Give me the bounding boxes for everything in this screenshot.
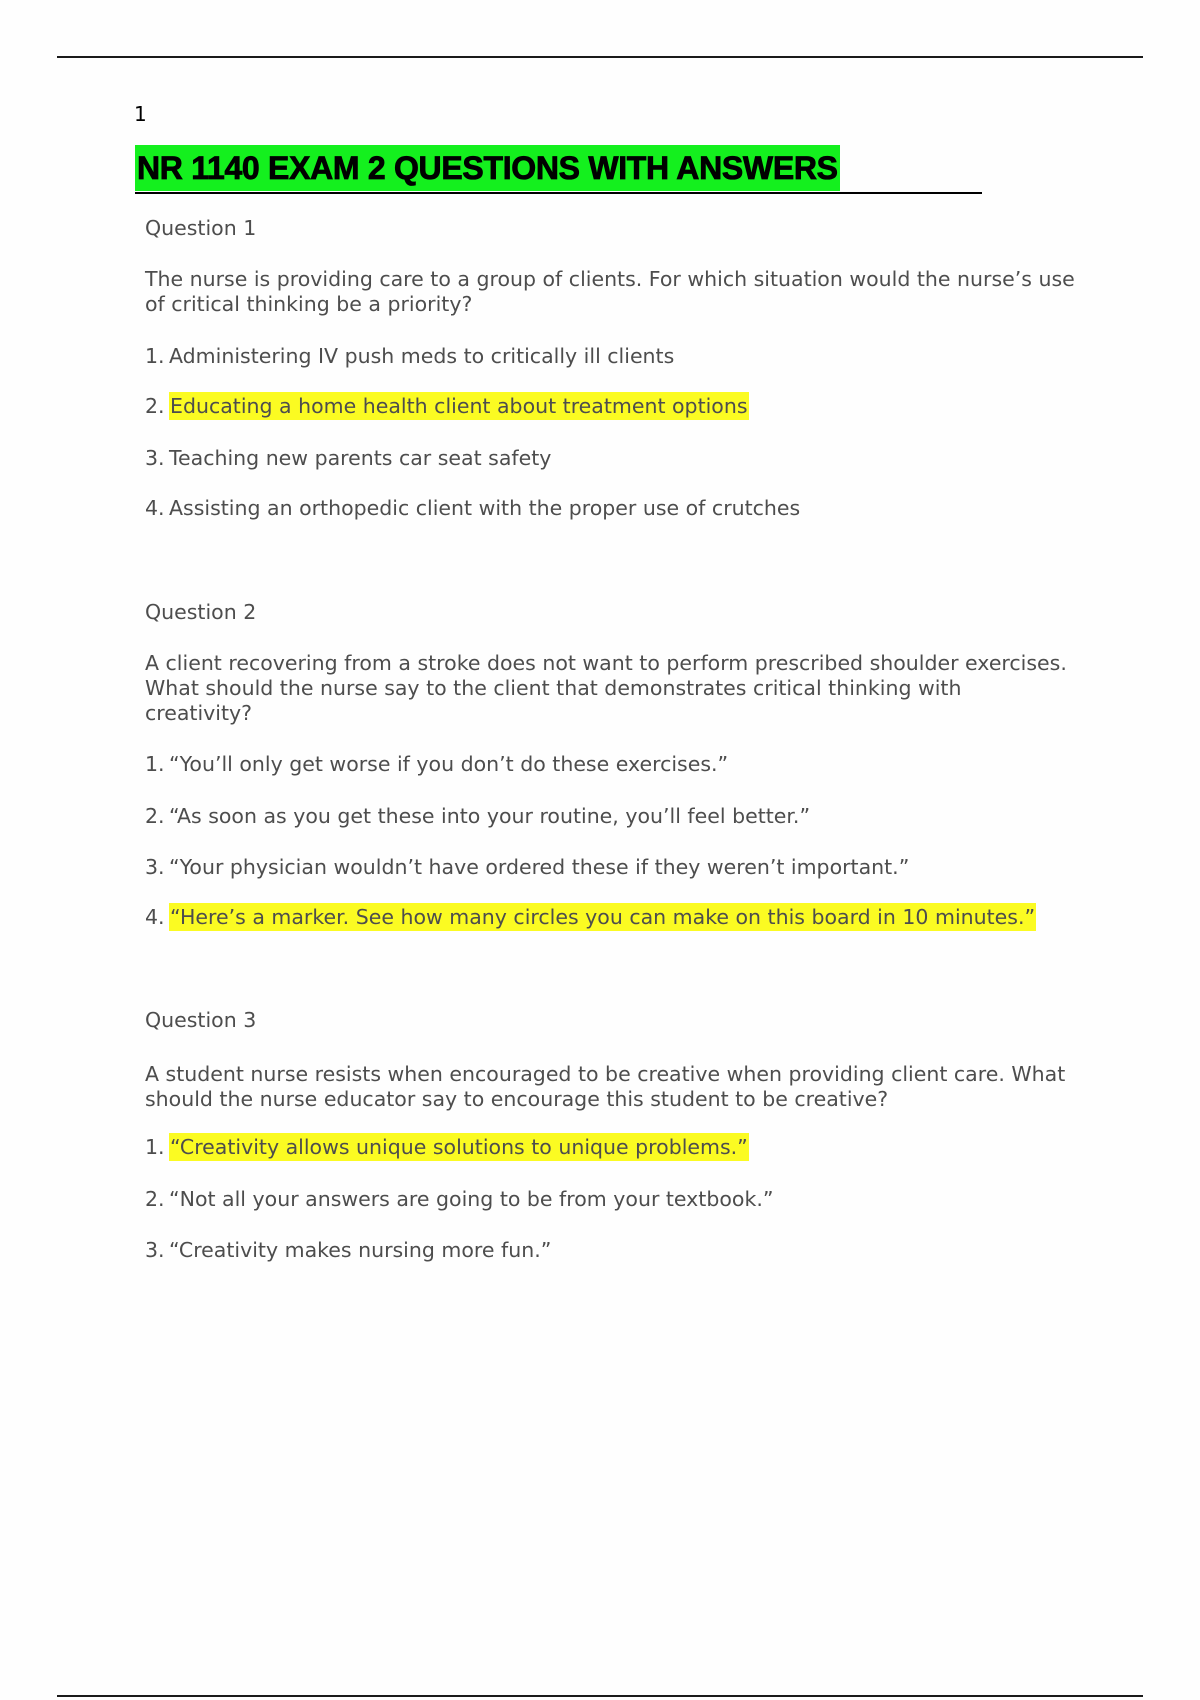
option-number: 4. — [145, 496, 165, 520]
answer-option — [145, 855, 909, 880]
question-stem: A student nurse resists when encouraged to be creative when providing client care. What should the nurse educator say to encourage this student to be creative? — [145, 1062, 1066, 1111]
option-text: “You’ll only get worse if you don’t do these exercises.” — [169, 752, 729, 776]
footer-rule — [57, 1695, 1143, 1697]
option-text: “Not all your answers are going to be from your textbook.” — [169, 1187, 774, 1211]
option-text-highlighted: “Here’s a marker. See how many circles you can make on this board in 10 minutes.” — [170, 905, 1036, 929]
option-number: 2. — [145, 394, 165, 418]
option-text-highlighted: Educating a home health client about treatment options — [170, 394, 748, 418]
question-heading: Question 2 — [145, 600, 257, 624]
question-stem: The nurse is providing care to a group of clients. For which situation would the nurse’s use of critical thinking be a priority? — [145, 267, 1075, 316]
answer-option-correct — [145, 905, 1036, 930]
answer-option — [145, 1238, 551, 1263]
option-text: Teaching new parents car seat safety — [169, 446, 552, 470]
header-rule — [57, 56, 1143, 58]
answer-option — [145, 1187, 773, 1212]
answer-option — [145, 496, 800, 521]
document-title: NR 1140 EXAM 2 QUESTIONS WITH ANSWERS — [135, 145, 840, 191]
title-container — [135, 145, 982, 194]
option-number: 2. — [145, 1187, 165, 1211]
question-stem: A client recovering from a stroke does not want to perform prescribed shoulder exercises. What should the nurse say to the client that demonstrates critical thinking with creativity? — [145, 651, 1067, 725]
answer-option — [145, 446, 551, 471]
option-text: “Your physician wouldn’t have ordered these if they weren’t important.” — [169, 855, 910, 879]
answer-option — [145, 344, 674, 369]
page-number: 1 — [134, 102, 147, 126]
answer-option — [145, 752, 728, 777]
question-heading: Question 3 — [145, 1008, 257, 1032]
answer-option — [145, 804, 810, 829]
option-number: 3. — [145, 855, 165, 879]
option-number: 1. — [145, 1135, 165, 1159]
option-number: 2. — [145, 804, 165, 828]
question-heading: Question 1 — [145, 216, 257, 240]
answer-option-correct — [145, 1135, 749, 1160]
option-number: 1. — [145, 752, 165, 776]
option-number: 3. — [145, 446, 165, 470]
option-text-highlighted: “Creativity allows unique solutions to unique problems.” — [170, 1135, 748, 1159]
option-number: 3. — [145, 1238, 165, 1262]
answer-option-correct — [145, 394, 749, 419]
option-text: “Creativity makes nursing more fun.” — [169, 1238, 552, 1262]
option-text: Assisting an orthopedic client with the proper use of crutches — [169, 496, 801, 520]
option-number: 1. — [145, 344, 165, 368]
option-number: 4. — [145, 905, 165, 929]
option-text: Administering IV push meds to critically ill clients — [169, 344, 675, 368]
option-text: “As soon as you get these into your routine, you’ll feel better.” — [169, 804, 811, 828]
